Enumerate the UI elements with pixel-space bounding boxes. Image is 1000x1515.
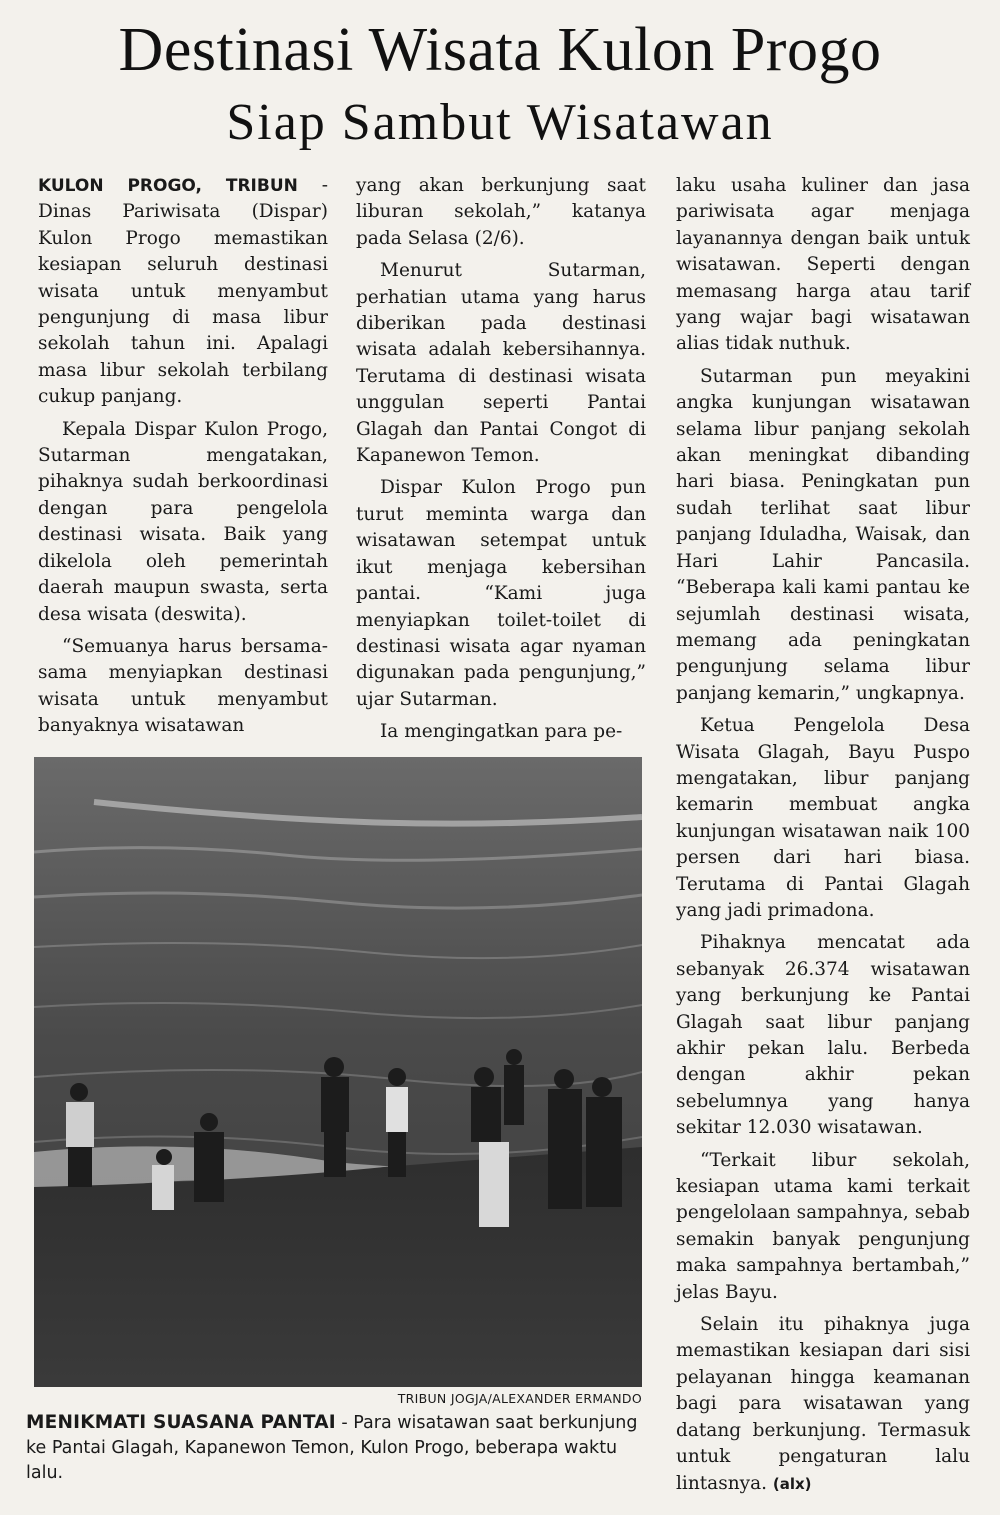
article-column-3 xyxy=(676,173,970,1497)
article-paragraph: “Semuanya harus bersama-sama menyiapkan destinasi wisata untuk menyambut banyaknya wisatawan xyxy=(38,635,328,737)
article-paragraph: Kepala Dispar Kulon Progo, Sutarman mengatakan, pihaknya sudah berkoordinasi dengan para pengelola destinasi wisata. Baik yang dikelola oleh pemerintah daerah maupun swasta, serta desa wisata (deswita). xyxy=(38,418,328,625)
headline-line-1: Destinasi Wisata Kulon Progo xyxy=(118,16,882,84)
article-paragraph: Selain itu pihaknya juga memastikan kesiapan dari sisi pelayanan hingga keamanan bagi para wisatawan yang datang berkunjung. Termasuk untuk pengaturan lalu lintasnya. (alx) xyxy=(676,1314,970,1494)
article-column-1 xyxy=(38,173,328,740)
article-paragraph: Pihaknya mencatat ada sebanyak 26.374 wisatawan yang berkunjung ke Pantai Glagah saat libur panjang akhir pekan lalu. Berbeda dengan akhir pekan sebelumnya yang hanya sekitar 12.030 wisatawan. xyxy=(676,932,970,1139)
article-paragraph: Menurut Sutarman, perhatian utama yang harus diberikan pada destinasi wisata adalah kebersihannya. Terutama di destinasi wisata unggulan seperti Pantai Glagah dan Pantai Congot di Kapanewon Temon. xyxy=(356,260,646,467)
article-paragraph: Sutarman pun meyakini angka kunjungan wisatawan selama libur panjang sekolah akan meningkat dibanding hari biasa. Peningkatan pun sudah terlihat saat libur panjang Iduladha, Waisak, dan Hari Lahir Pancasila. “Beberapa kali kami pantau ke sejumlah destinasi wisata, memang ada peningkatan pengunjung selama libur panjang kemarin,” ungkapnya. xyxy=(676,365,970,704)
article-paragraph: KULON PROGO, TRIBUN - Dinas Pariwisata (Dispar) Kulon Progo memastikan kesiapan seluruh destinasi wisata untuk menyambut pengunjung di masa libur sekolah tahun ini. Apalagi masa libur sekolah terbilang cukup panjang. xyxy=(38,175,328,408)
author-signoff: (alx) xyxy=(772,1474,812,1493)
headline-line-2: Siap Sambut Wisatawan xyxy=(226,94,774,151)
article-paragraph: “Terkait libur sekolah, kesiapan utama kami terkait pengelolaan sampahnya, sebab semakin banyak pengunjung maka sampahnya bertambah,” jelas Bayu. xyxy=(676,1149,970,1303)
photo-caption xyxy=(26,1410,648,1486)
article-paragraph: Ia mengingatkan para pe- xyxy=(380,721,623,743)
beach-photo xyxy=(34,757,642,1387)
article-paragraph: Dispar Kulon Progo pun turut meminta warga dan wisatawan setempat untuk ikut menjaga kebersihan pantai. “Kami juga menyiapkan toilet-toilet di destinasi wisata agar nyaman digunakan pada pengunjung,” ujar Sutarman. xyxy=(356,477,646,710)
article-column-2 xyxy=(356,173,646,746)
article-paragraph: yang akan berkunjung saat liburan sekolah,” katanya pada Selasa (2/6). xyxy=(356,175,646,249)
dateline: KULON PROGO, TRIBUN xyxy=(38,176,298,196)
photo-credit: TRIBUN JOGJA/ALEXANDER ERMANDO xyxy=(397,1391,642,1406)
article-paragraph: laku usaha kuliner dan jasa pariwisata agar menjaga layanannya dengan baik untuk wisatawan. Seperti dengan memasang harga atau tarif yang wajar bagi wisatawan alias tidak nuthuk. xyxy=(676,175,970,355)
beach-scene-image xyxy=(34,757,642,1387)
caption-title: MENIKMATI SUASANA PANTAI xyxy=(26,1412,336,1433)
caption-text: - Para wisatawan saat berkunjung ke Pantai Glagah, Kapanewon Temon, Kulon Progo, beberapa waktu lalu. xyxy=(26,1413,638,1483)
article-paragraph: Ketua Pengelola Desa Wisata Glagah, Bayu Puspo mengatakan, libur panjang kemarin membuat angka kunjungan wisatawan naik 100 persen dari hari biasa. Terutama di Pantai Glagah yang jadi primadona. xyxy=(676,715,970,921)
